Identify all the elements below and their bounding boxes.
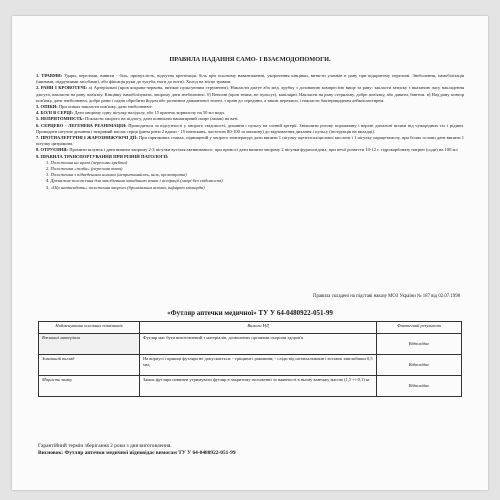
section-heading: 3. ОПІКИ:	[36, 104, 58, 110]
document-sheet	[12, 16, 488, 490]
section-wounds	[36, 85, 464, 104]
section-heading: 7. ПРОТИАЛЕРГІЧНІ І ЖАРОЗНИЖУЮЧІ ДІЇ:	[36, 135, 138, 141]
requirement-cell: Футляр має бути виготовлений з матеріалів, дозволених органами охорони здоров'я	[140, 334, 377, 355]
section-text: Покласти хворого на підлогу, дати понюхати нашатирний спирт (аміак) на ваті.	[83, 116, 239, 122]
section-heading: 9. ПРАВИЛА ТРАНСПОРТУВАННЯ ПРИ РІЗНІЙ ПАТОЛОГІЇ:	[36, 153, 169, 159]
header-indicator: Найменування основних показників	[39, 322, 140, 334]
product-title: «Футляр аптечки медичної» ТУ У 64-0480922-051-99	[167, 309, 333, 317]
table-row	[39, 376, 462, 397]
section-heading: 2. РАНИ І КРОВОТЕЧІ:	[36, 85, 88, 91]
transport-item: 4. Дренажне положення для запобігання западанню язика і аспірації (хворі без свідомості)	[46, 178, 223, 184]
section-text: Проводиться за відсутності у хворого свідомості, дихання і пульсу на сонній артерії. Звільнити ротову порожнину і верхні дихальні шляхи від чужорідних тіл і рідини. Проводити штучне дихання і непрямий масаж серця (ритм ритм 2 вдихи - 15 натискань, частотою 80-100 за хвилину) до відновлення дихання і пульсу (інструкція на вкладці).	[36, 122, 465, 134]
title-line: ПРАВИЛА НАДАННЯ САМО- І ВЗАЄМОДОПОМОГИ.	[169, 56, 331, 63]
requirement-cell: Замок футляра повинен утримувати футляр в закритому положенні за наявності в ньому вантажу масою (1,5 +/-0,1) кг	[140, 376, 377, 397]
header-actual-result: Фактичний результат	[377, 322, 462, 334]
section-heading: 8. ОТРУЄННЯ:	[36, 147, 69, 153]
section-heading: 1. ТРАВМИ:	[36, 73, 63, 78]
section-text: Дати хворому одну пігулку валідолу, або 15 крапель корвалолу на 50 мл води.	[73, 110, 225, 116]
transport-item: 5. «Що напівсидить» положення хворого (бронхіальна астма, інфаркт міокарда)	[46, 184, 205, 190]
result-cell: Відповідає	[377, 334, 462, 355]
result-cell: Відповідає	[377, 355, 462, 376]
table-row	[39, 334, 462, 355]
spec-table	[38, 321, 462, 397]
document-title	[12, 56, 488, 64]
indicator-cell: Міцність замку	[39, 376, 140, 397]
section-heading: 4. БОЛІ В СЕРЦІ:	[36, 110, 74, 116]
table-row	[39, 355, 462, 376]
indicator-cell: Вживані матеріали	[39, 334, 140, 355]
transport-item: 2. Положення «жаба» (переломи таза)	[46, 166, 123, 172]
section-text: При гарячкових станах, підвищеній у хворого температурі дати випити 1 пігулку ацетилсаліцилової кислоти і 1 пігулку парацетамолу, при болях голови дати випити 1 пігулку цитрамона.	[36, 135, 464, 147]
transport-item: 1. Положення на щиті (переломи хребта)	[46, 159, 128, 165]
warranty-line: Гарантійний термін зберігання 2 роки з дня виготовлення.	[38, 443, 172, 449]
approval-note	[313, 294, 460, 300]
section-reanimation	[36, 123, 464, 135]
table-header-row	[39, 322, 462, 334]
result-cell: Відповідає	[377, 376, 462, 397]
header-requirements: Вимоги НД	[140, 322, 377, 334]
conclusion	[38, 443, 468, 457]
section-heading: 6. СЕРЦЕВО - ЛЕГЕНЕВА РЕАНІМАЦІЯ:	[36, 122, 127, 128]
section-text: а) Артеріальні (кров яскраво-червона, витікає пульсуючим струменем). Накласти джгут або мед. трубку з дозованою компресією вище за рану: закласти затиску з вказаною часу накладення джгута, накласти на рану пов'язку. Кінцівку іммобілізувати, хворому дати знеболюючі. б) Венозні (кров темна, не пульсує), капілярні. Накласти на рану стерильну, добре пов'язку, або давити, бинтом. в) Над рану повтор пов'язку, дати знеболюючі, добре рани і садно обробити йодом або розчином діамантової зелені, з країв до середини, а також перекиси, і накласти бактерицидним лейкопластирем.	[36, 85, 464, 103]
section-antiallergic	[36, 135, 464, 147]
indicator-cell: Зовнішній вигляд	[39, 355, 140, 376]
section-trauma	[36, 73, 464, 85]
requirement-cell: На корпусі і кришці футляра не допускається: - тріщини і раковини; - сліди від штовхальників і вставок завглибшки 0,5 мм;	[140, 355, 377, 376]
section-text: Удари, переломи, вивихи - біль, припухлість, відчутна крепітація, біль при осьовому навантаженні, укорочення кінцівки, витягти уламків в рану при відкритому переломі. Знеболення, іммобілізація (шинами, підручними засобами), або фіксація руки до тулуба, ноги до ноги). Холод на місце травми.	[36, 73, 464, 85]
section-text: Промити шлунок і дати випити хворому 2-3 пігулки вугілля активованого, при проносі дати випити хворому 2 пігулки фуразолідона, при печії розвести 10-12 г. гідрокарбонату натрію (соди) на 100 мл	[68, 147, 458, 153]
approval-line: Правила складені на підставі наказу МОЗ України № 187 від 02.07.1998	[313, 294, 460, 299]
first-aid-rules	[36, 73, 464, 191]
transport-item: 3. Положення з підведеними ногами (непритомність, шок, кровотрата)	[46, 172, 187, 178]
section-heading: 5. НЕПРИТОМНІСТЬ:	[36, 116, 84, 122]
section-text: При опіках накласти пов'язку, дати знеболююче.	[57, 104, 153, 110]
conclusion-line: Висновок: Футляр аптечки медичної відповідає вимогам ТУ У 64-0480922-051-99	[38, 450, 236, 457]
